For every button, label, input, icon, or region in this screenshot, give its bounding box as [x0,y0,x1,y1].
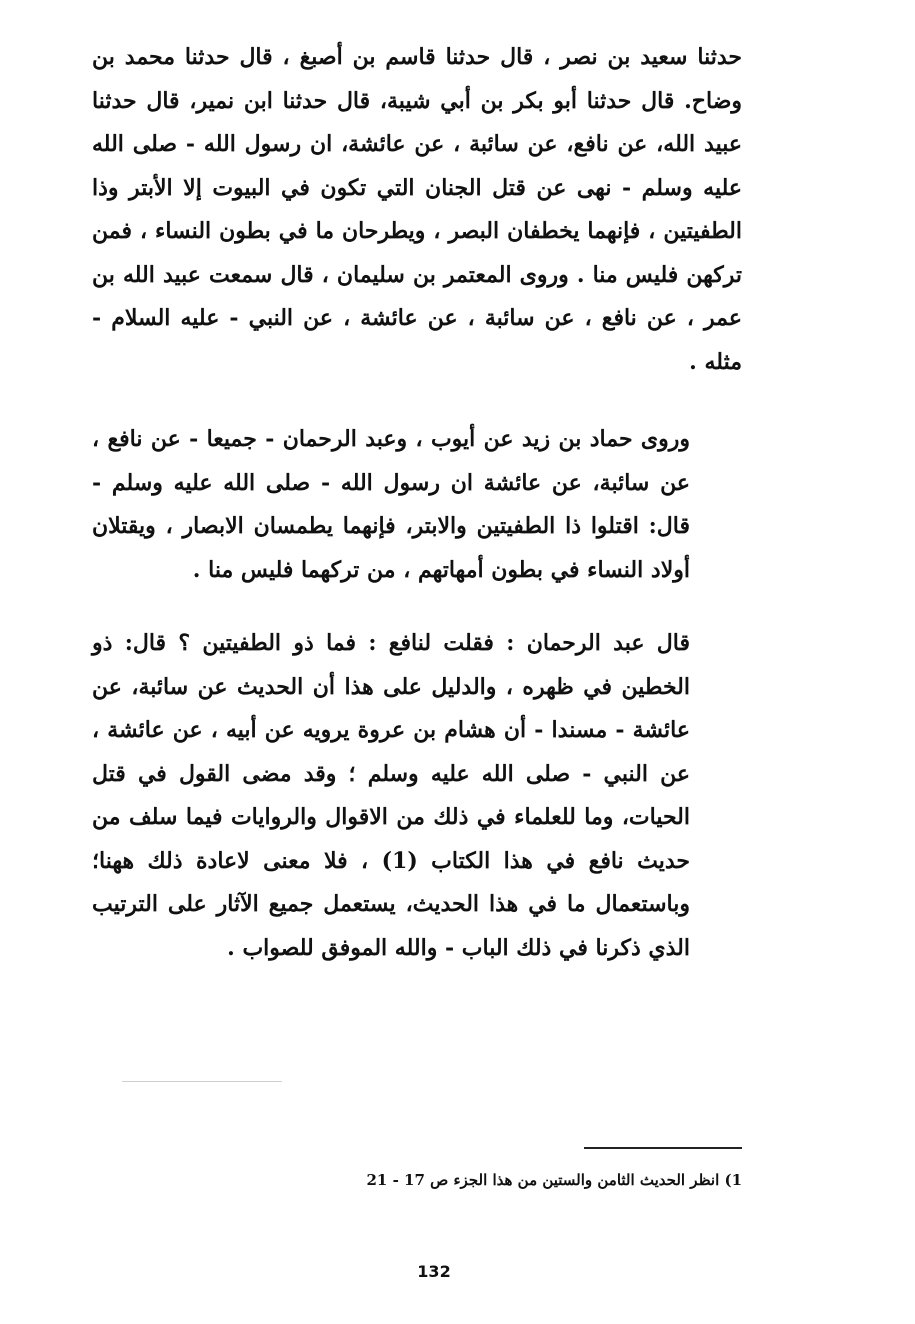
footnote-separator [584,1147,742,1149]
footnote: 1) انظر الحديث الثامن والستين من هذا الجزء ص 17 - 21 [366,1171,742,1189]
faint-bleedthrough-rule [122,1081,282,1082]
paragraph-text: وروى حماد بن زيد عن أيوب ، وعبد الرحمان - جميعا - عن نافع ، عن سائبة، عن عائشة ان رسول الله - صلى الله عليه وسلم - قال: اقتلوا ذا الطفيتين والابتر، فإنهما يطمسان الابصار ، ويقتلان أولاد النساء في بطون أمهاتهم ، من تركهما فليس منا . [92,426,690,583]
paragraph-text: حدثنا سعيد بن نصر ، قال حدثنا قاسم بن أصبغ ، قال حدثنا محمد بن وضاح. قال حدثنا أبو بكر بن أبي شيبة، قال حدثنا ابن نمير، قال حدثنا عبيد الله، عن نافع، عن سائبة ، عن عائشة، ان رسول الله - صلى الله عليه وسلم - نهى عن قتل الجنان التي تكون في البيوت إلا الأبتر وذا الطفيتين ، فإنهما يخطفان البصر ، ويطرحان ما في بطون النساء ، فمن تركهن فليس منا . وروى المعتمر بن سليمان ، قال سمعت عبيد الله بن عمر ، عن نافع ، عن سائبة ، عن عائشة ، عن النبي - عليه السلام - مثله . [92,44,742,375]
main-paragraph-1 [92,36,742,384]
page-number: 132 [417,1262,451,1281]
main-paragraph-2 [92,418,742,592]
main-paragraph-3 [92,622,742,970]
paragraph-text: قال عبد الرحمان : فقلت لنافع : فما ذو الطفيتين ؟ قال: ذو الخطين في ظهره ، والدليل على هذا أن الحديث عن سائبة، عن عائشة - مسندا - أن هشام بن عروة يرويه عن أبيه ، عن عائشة ، عن النبي - صلى الله عليه وسلم ؛ وقد مضى القول في قتل الحيات، وما للعلماء في ذلك من الاقوال والروايات فيما سلف من حديث نافع في هذا الكتاب (1) ، فلا معنى لاعادة ذلك ههنا؛ وباستعمال ما في هذا الحديث، يستعمل جميع الآثار على الترتيب الذي ذكرنا في ذلك الباب - والله الموفق للصواب . [92,630,690,961]
